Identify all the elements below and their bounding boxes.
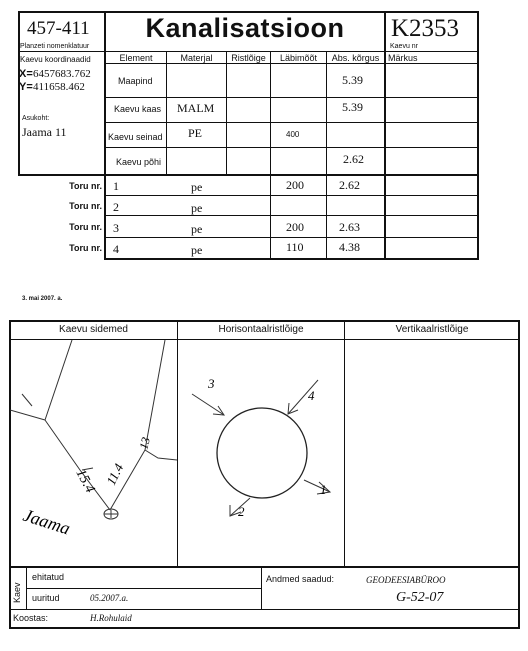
pipe-label-3-sketch: 3: [208, 376, 215, 391]
pipe-material-4: pe: [191, 243, 203, 257]
hatch-mark: [22, 394, 32, 406]
side-label: Kaev: [12, 582, 22, 603]
dim-label-1: 15.4: [72, 466, 98, 496]
x-coordinate-value: 6457683.762: [33, 68, 91, 80]
col-material: Materjal: [180, 53, 213, 63]
connections-sketch: [10, 340, 177, 566]
col-cross-section: Ristlõige: [231, 53, 266, 63]
row-element-bottom: Kaevu põhi: [116, 157, 162, 167]
line-measure-1: [45, 420, 110, 510]
pipe-elevation-1: 2.62: [339, 178, 360, 192]
col-element: Element: [119, 53, 153, 63]
pipe-diameter-3: 200: [286, 220, 304, 234]
pipe-material-1: pe: [191, 180, 203, 194]
nomenclature-number: 457-411: [27, 18, 90, 39]
panel-title-connections: Kaevu sidemed: [59, 324, 128, 335]
well-circle: [217, 408, 307, 498]
col-elevation: Abs. kõrgus: [331, 53, 380, 63]
panel-title-vertical: Vertikaalristlõige: [395, 324, 469, 335]
pipe-elevation-3: 2.63: [339, 220, 360, 234]
compiled-label: Koostas:: [13, 613, 49, 623]
row-material-walls: PE: [188, 126, 203, 140]
nomenclature-label: Planzeti nomenklatuur: [20, 43, 90, 50]
pipe-label-1: Toru nr.: [69, 181, 102, 191]
horizontal-section-sketch: [178, 340, 344, 566]
row-element-walls: Kaevu seinad: [108, 132, 163, 142]
row-elevation-bottom: 2.62: [343, 152, 364, 166]
well-cross: [104, 510, 118, 518]
data-source-label: Andmed saadud:: [266, 574, 335, 584]
pipe-nr-2: 2: [113, 200, 119, 214]
line-measure-3: [145, 450, 177, 460]
print-date: 3. mai 2007. a.: [22, 296, 63, 302]
y-coordinate-value: 411658.462: [33, 81, 85, 93]
pipe-material-3: pe: [191, 222, 203, 236]
pipe-material-2: pe: [191, 201, 203, 215]
row-diameter-walls: 400: [286, 130, 300, 139]
built-label: ehitatud: [32, 572, 65, 582]
coordinates-label: Kaevu koordinaadid: [20, 55, 91, 64]
location-label: Asukoht:: [22, 115, 50, 122]
row-element-cover: Kaevu kaas: [114, 104, 162, 114]
well-nr-label: Kaevu nr: [390, 43, 419, 50]
building-outline: [10, 340, 72, 420]
location-value: Jaama 11: [22, 125, 67, 139]
pipe-nr-4: 4: [113, 242, 119, 256]
dim-label-3: 13: [136, 435, 154, 451]
pipe-label-4-sketch: 4: [308, 388, 315, 403]
pipe-label-3: Toru nr.: [69, 222, 102, 232]
measured-label: uuritud: [32, 593, 60, 603]
pipe-label-1-sketch: 1: [320, 482, 327, 497]
pipe-nr-1: 1: [113, 179, 119, 193]
pipe-diameter-1: 200: [286, 178, 304, 192]
data-source-code: G-52-07: [396, 590, 444, 605]
col-note: Märkus: [388, 53, 418, 63]
measured-value: 05.2007.a.: [90, 593, 129, 603]
street-label: Jaama: [20, 504, 73, 539]
col-diameter: Läbimõõt: [279, 53, 318, 63]
data-source-value: GEODEESIABÜROO: [366, 575, 446, 585]
row-elevation-cover: 5.39: [342, 100, 363, 114]
well-id: K2353: [391, 15, 460, 42]
row-elevation-ground: 5.39: [342, 73, 363, 87]
x-coordinate-label: X=: [19, 68, 33, 80]
pipe-nr-3: 3: [113, 221, 119, 235]
row-material-cover: MALM: [177, 101, 215, 115]
pipe-label-4: Toru nr.: [69, 243, 102, 253]
row-element-ground: Maapind: [118, 76, 153, 86]
pipe-elevation-4: 4.38: [339, 240, 360, 254]
pipe-diameter-4: 110: [286, 240, 304, 254]
pipe-label-2: Toru nr.: [69, 201, 102, 211]
page-title: Kanalisatsioon: [145, 13, 345, 43]
line-measure-2: [110, 340, 165, 510]
pipe-label-2-sketch: 2: [238, 504, 245, 519]
dim-label-2: 11.4: [103, 461, 127, 488]
compiled-value: H.Rohulaid: [90, 613, 132, 623]
pipe-arrow-3: [192, 394, 224, 415]
y-coordinate-label: Y=: [19, 81, 33, 93]
panel-title-horizontal: Horisontaalristlõige: [218, 324, 304, 335]
